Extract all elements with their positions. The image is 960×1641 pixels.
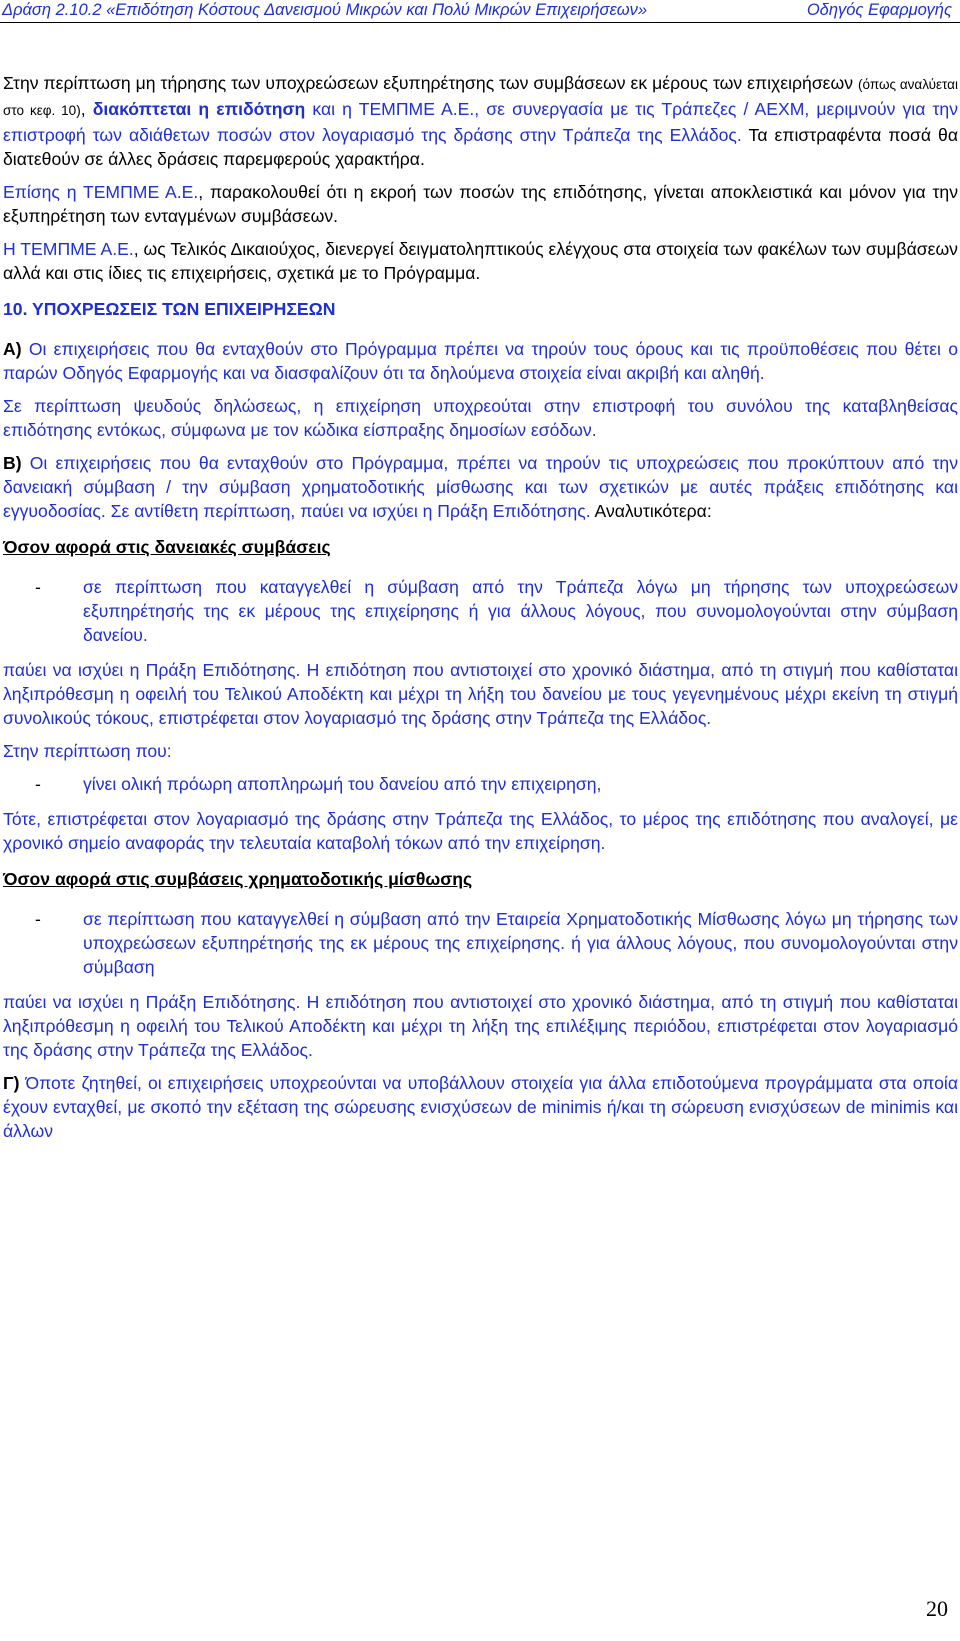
paragraph-lease-termination: παύει να ισχύει η Πράξη Επιδότησης. Η επιδότηση που αντιστοιχεί στο χρονικό διάστημα, από τη στιγμή που καθίσταται ληξιπρόθεσμη η οφειλή του Τελικού Αποδέκτη και μέχρι τη λήξη της επιλέξιμης περιόδου, επιστρέφεται στον λογαριασμό της δράσης στην Τράπεζα της Ελλάδος. xyxy=(3,992,958,1060)
list-item xyxy=(3,772,958,796)
page-body xyxy=(3,71,958,1152)
paragraph-false-declaration: Σε περίπτωση ψευδούς δηλώσεως, η επιχείρηση υποχρεούται στην επιστροφή του συνόλου της καταβληθείσας επιδότησης εντόκως, σύμφωνα με τον κώδικα είσπραξης δημοσίων εσόδων. xyxy=(3,396,958,440)
paragraph-obligation-c xyxy=(3,1071,958,1143)
paragraph-monitoring xyxy=(3,180,958,228)
leasing-contracts-heading: Όσον αφορά στις συμβάσεις χρηματοδοτικής μίσθωσης xyxy=(3,869,473,889)
paragraph-early-repayment: Τότε, επιστρέφεται στον λογαριασμό της δράσης στην Τράπεζα της Ελλάδος, το μέρος της επιδότησης που αναλογεί, με χρονικό σημείο αναφοράς την τελευταία καταβολή τόκων από την επιχείρηση. xyxy=(3,809,958,853)
section-heading: 10. ΥΠΟΧΡΕΩΣΕΙΣ ΤΩΝ ΕΠΙΧΕΙΡΗΣΕΩΝ xyxy=(3,299,336,319)
text: , παρακολουθεί ότι η εκροή των ποσών της επιδότησης, γίνεται αποκλειστικά και μόνον για την εξυπηρέτηση των ενταγμένων συμβάσεων. xyxy=(3,182,959,226)
text: Αναλυτικότερα: xyxy=(590,501,712,521)
organization-name: Η ΤΕΜΠΜΕ Α.Ε. xyxy=(3,239,134,259)
paragraph-obligation-a xyxy=(3,337,958,385)
item-label: Β) xyxy=(3,453,22,473)
emphasis-suspension: διακόπτεται η επιδότηση xyxy=(92,99,306,119)
page-number: 20 xyxy=(926,1596,948,1621)
page-header xyxy=(0,0,960,22)
dash-marker: - xyxy=(35,909,41,929)
paragraph-suspension xyxy=(3,71,958,171)
text: Στην περίπτωση μη τήρησης των υποχρεώσεων εξυπηρέτησης των συμβάσεων εκ μέρους των επιχειρήσεων xyxy=(3,73,859,93)
paragraph-loan-termination: παύει να ισχύει η Πράξη Επιδότησης. Η επιδότηση που αντιστοιχεί στο χρονικό διάστημα, από τη στιγμή που καθίσταται ληξιπρόθεσμη η οφειλή του Τελικού Αποδέκτη και μέχρι τη λήξη του δανείου με τους γεγενημένους μέχρι εκείνη τη στιγμή συνολικούς τόκους, επιστρέφεται στον λογαριασμό της δράσης στην Τράπεζα της Ελλάδος. xyxy=(3,660,958,728)
list-item-text: σε περίπτωση που καταγγελθεί η σύμβαση από την Εταιρεία Χρηματοδοτικής Μίσθωσης λόγω μη τήρησης των υποχρεώσεων εξυπηρέτησής της εκ μέρους της επιχείρησης. ή για άλλους λόγους, που συνομολογούνται στην σύμβαση xyxy=(83,909,958,977)
header-title: Δράση 2.10.2 «Επιδότηση Κόστους Δανεισμού Μικρών και Πολύ Μικρών Επιχειρήσεων» xyxy=(2,1,647,19)
chapter-reference: (όπως αναλύεται στο κεφ. 10) xyxy=(3,77,958,118)
header-rule xyxy=(0,22,960,23)
header-doc-name: Οδηγός Εφαρμογής xyxy=(806,1,952,19)
dash-marker: - xyxy=(35,774,41,794)
organization-name: Επίσης η ΤΕΜΠΜΕ Α.Ε. xyxy=(3,182,199,202)
item-label: Α) xyxy=(3,339,22,359)
list-item-text: σε περίπτωση που καταγγελθεί η σύμβαση από την Τράπεζα λόγω μη τήρησης των υποχρεώσεων εξυπηρέτησής της εκ μέρους της επιχείρησης ή για άλλους λόγους, που συνομολογούνται στην σύμβαση δανείου. xyxy=(83,577,958,645)
item-label: Γ) xyxy=(3,1073,20,1093)
text-blue: Οι επιχειρήσεις που θα ενταχθούν στο Πρόγραμμα πρέπει να τηρούν τους όρους και τις προϋποθέσεις που θέτει ο παρών Οδηγός Εφαρμογής και να διασφαλίζουν ότι τα δηλούμενα στοιχεία είναι ακριβή και αληθή. xyxy=(3,339,958,383)
list-item xyxy=(3,575,958,647)
list-item-text: γίνει ολική πρόωρη αποπληρωμή του δανείου από την επιχειρηση, xyxy=(83,774,602,794)
dash-marker: - xyxy=(35,577,41,597)
list-item xyxy=(3,907,958,979)
text-blue: και η ΤΕΜΠΜΕ Α.Ε., σε συνεργασία με τις Τράπεζες / ΑΕΧΜ, μεριμνούν για την επιστροφή των αδιάθετων ποσών στον λογαριασμό της δράσης στην Τράπεζα της Ελλάδος. xyxy=(3,99,959,145)
text: , ως Τελικός Δικαιούχος, διενεργεί δειγματοληπτικούς ελέγχους στα στοιχεία των φακέλων των συμβάσεων αλλά και στις ίδιες τις επιχειρήσεις, σχετικά με το Πρόγραμμα. xyxy=(3,239,958,283)
loan-contracts-heading: Όσον αφορά στις δανειακές συμβάσεις xyxy=(3,537,331,557)
text-blue: Οι επιχειρήσεις που θα ενταχθούν στο Πρόγραμμα, πρέπει να τηρούν τις υποχρεώσεις που προκύπτουν από την δανειακή σύμβαση / την σύμβαση χρηματοδοτικής μίσθωσης και των σχετικών με αυτές πράξεις επιδότησης και εγγυοδοσίας. Σε αντίθετη περίπτωση, παύει να ισχύει η Πράξη Επιδότησης. xyxy=(3,453,958,521)
paragraph-audits xyxy=(3,237,958,285)
text-blue: Όποτε ζητηθεί, οι επιχειρήσεις υποχρεούνται να υποβάλλουν στοιχεία για άλλα επιδοτούμενα προγράμματα στα οποία έχουν ενταχθεί, με σκοπό την εξέταση της σώρευσης ενισχύσεων de minimis ή/και τη σώρευση ενισχύσεων de minimis και άλλων xyxy=(3,1073,958,1141)
text: , xyxy=(80,99,93,119)
case-intro: Στην περίπτωση που: xyxy=(3,741,172,761)
text: Τα επιστραφέντα ποσά θα διατεθούν σε άλλες δράσεις παρεμφερούς χαρακτήρα. xyxy=(3,125,959,169)
paragraph-obligation-b xyxy=(3,451,958,523)
